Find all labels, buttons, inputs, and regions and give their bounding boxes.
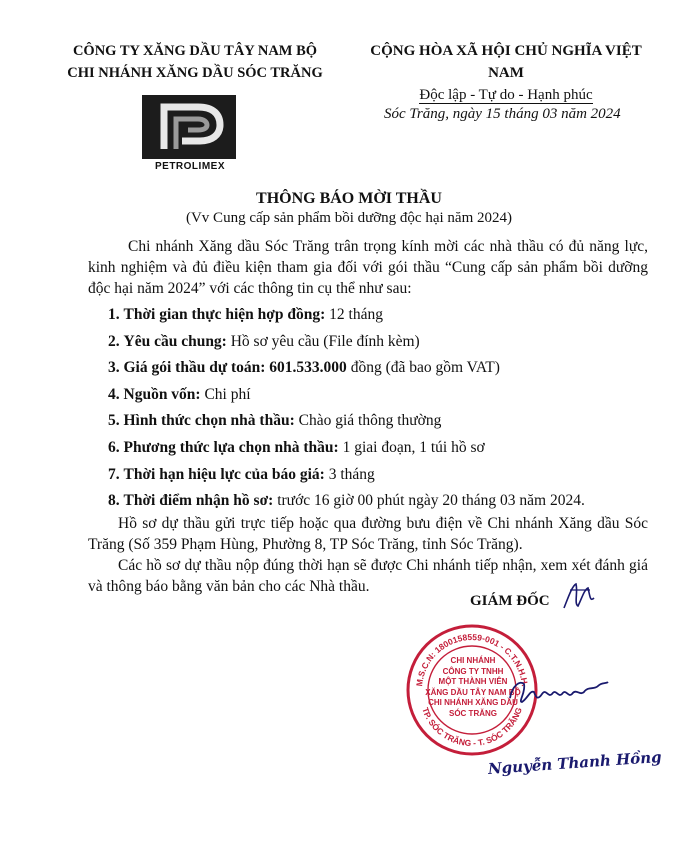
item-label: Hình thức chọn nhà thầu:	[123, 412, 295, 430]
national-title: CỘNG HÒA XÃ HỘI CHỦ NGHĨA VIỆT NAM	[370, 43, 642, 81]
item-label: Phương thức lựa chọn nhà thầu:	[123, 438, 339, 456]
submission-address-text: Hồ sơ dự thầu gửi trực tiếp hoặc qua đường bưu điện về Chi nhánh Xăng dầu Sóc Trăng (Số 359 Phạm Hùng, Phường 8, TP Sóc Trăng, tỉnh Sóc Trăng).	[88, 515, 648, 553]
national-motto: Độc lập - Tự do - Hạnh phúc	[419, 87, 593, 103]
item-label: Giá gói thầu dự toán: 601.533.000	[123, 359, 347, 377]
item-value: đồng (đã bao gồm VAT)	[346, 359, 500, 377]
list-item: 6. Phương thức lựa chọn nhà thầu: 1 giai đoạn, 1 túi hồ sơ	[108, 438, 485, 456]
stamp-center-text: CHI NHÁNH CÔNG TY TNHH MỘT THÀNH VIÊN XĂNG DẦU TÂY NAM BỘ CHI NHÁNH XĂNG DẦU SÓC TRĂNG	[425, 656, 521, 718]
item-value: Hồ sơ yêu cầu (File đính kèm)	[226, 332, 420, 350]
item-value: Chi phí	[200, 385, 251, 403]
item-label: Nguồn vốn:	[123, 385, 201, 403]
bid-info-list	[108, 302, 648, 515]
list-item: 5. Hình thức chọn nhà thầu: Chào giá thông thường	[108, 412, 442, 430]
document-date: Sóc Trăng, ngày 15 tháng 03 năm 2024	[384, 106, 621, 122]
initial-signature-icon	[560, 578, 600, 618]
list-item: 1. Thời gian thực hiện hợp đồng: 12 tháng	[108, 306, 383, 323]
evaluation-text: Các hồ sơ dự thầu nộp đúng thời hạn sẽ được Chi nhánh tiếp nhận, xem xét đánh giá và thông báo bằng văn bản cho các Nhà thầu.	[88, 557, 648, 595]
notice-subtitle: (Vv Cung cấp sản phẩm bồi dưỡng độc hại năm 2024)	[185, 210, 512, 226]
list-item: 8. Thời điểm nhận hồ sơ: trước 16 giờ 00 phút ngày 20 tháng 03 năm 2024.	[108, 492, 585, 510]
stamp-ring-text: M.S.C.N: 1800158559-001 - C.T.N.H.H.	[414, 631, 530, 687]
company-name: CÔNG TY XĂNG DẦU TÂY NAM BỘ	[72, 43, 318, 59]
intro-paragraph	[88, 236, 648, 299]
list-item: 7. Thời hạn hiệu lực của báo giá: 3 tháng	[108, 465, 375, 483]
signature-icon	[506, 672, 612, 712]
petrolimex-logo-icon	[142, 95, 236, 159]
list-item: 4. Nguồn vốn: Chi phí	[108, 385, 251, 403]
national-header	[352, 40, 660, 106]
item-label: Thời hạn hiệu lực của báo giá:	[123, 465, 325, 483]
notice-title: THÔNG BÁO MỜI THẦU	[256, 190, 442, 207]
signer-title: GIÁM ĐỐC	[470, 593, 550, 609]
logo-label: PETROLIMEX	[154, 161, 225, 172]
branch-name: CHI NHÁNH XĂNG DẦU SÓC TRĂNG	[67, 65, 323, 81]
item-value: 12 tháng	[325, 306, 383, 323]
item-label: Thời điểm nhận hồ sơ:	[123, 492, 274, 510]
item-value: Chào giá thông thường	[294, 412, 442, 430]
item-value: 1 giai đoạn, 1 túi hồ sơ	[338, 438, 485, 456]
item-label: Thời gian thực hiện hợp đồng:	[123, 306, 326, 323]
signer-name: Nguyễn Thanh Hồng	[487, 747, 663, 778]
company-header	[60, 40, 330, 84]
stamp-ring-bottom-text: TP. SÓC TRĂNG - T. SÓC TRĂNG	[420, 706, 524, 749]
list-item: 3. Giá gói thầu dự toán: 601.533.000 đồng (đã bao gồm VAT)	[108, 359, 500, 377]
intro-text: Chi nhánh Xăng dầu Sóc Trăng trân trọng kính mời các nhà thầu có đủ năng lực, kinh nghiệm và đủ điều kiện tham gia đối với gói thầu “Cung cấp sản phẩm bồi dưỡng độc hại năm 2024” với các thông tin cụ thể như sau:	[88, 238, 648, 297]
item-value: 3 tháng	[324, 465, 375, 483]
list-item: 2. Yêu cầu chung: Hồ sơ yêu cầu (File đính kèm)	[108, 332, 420, 350]
item-value: trước 16 giờ 00 phút ngày 20 tháng 03 năm 2024.	[273, 492, 585, 510]
item-label: Yêu cầu chung:	[123, 332, 227, 350]
